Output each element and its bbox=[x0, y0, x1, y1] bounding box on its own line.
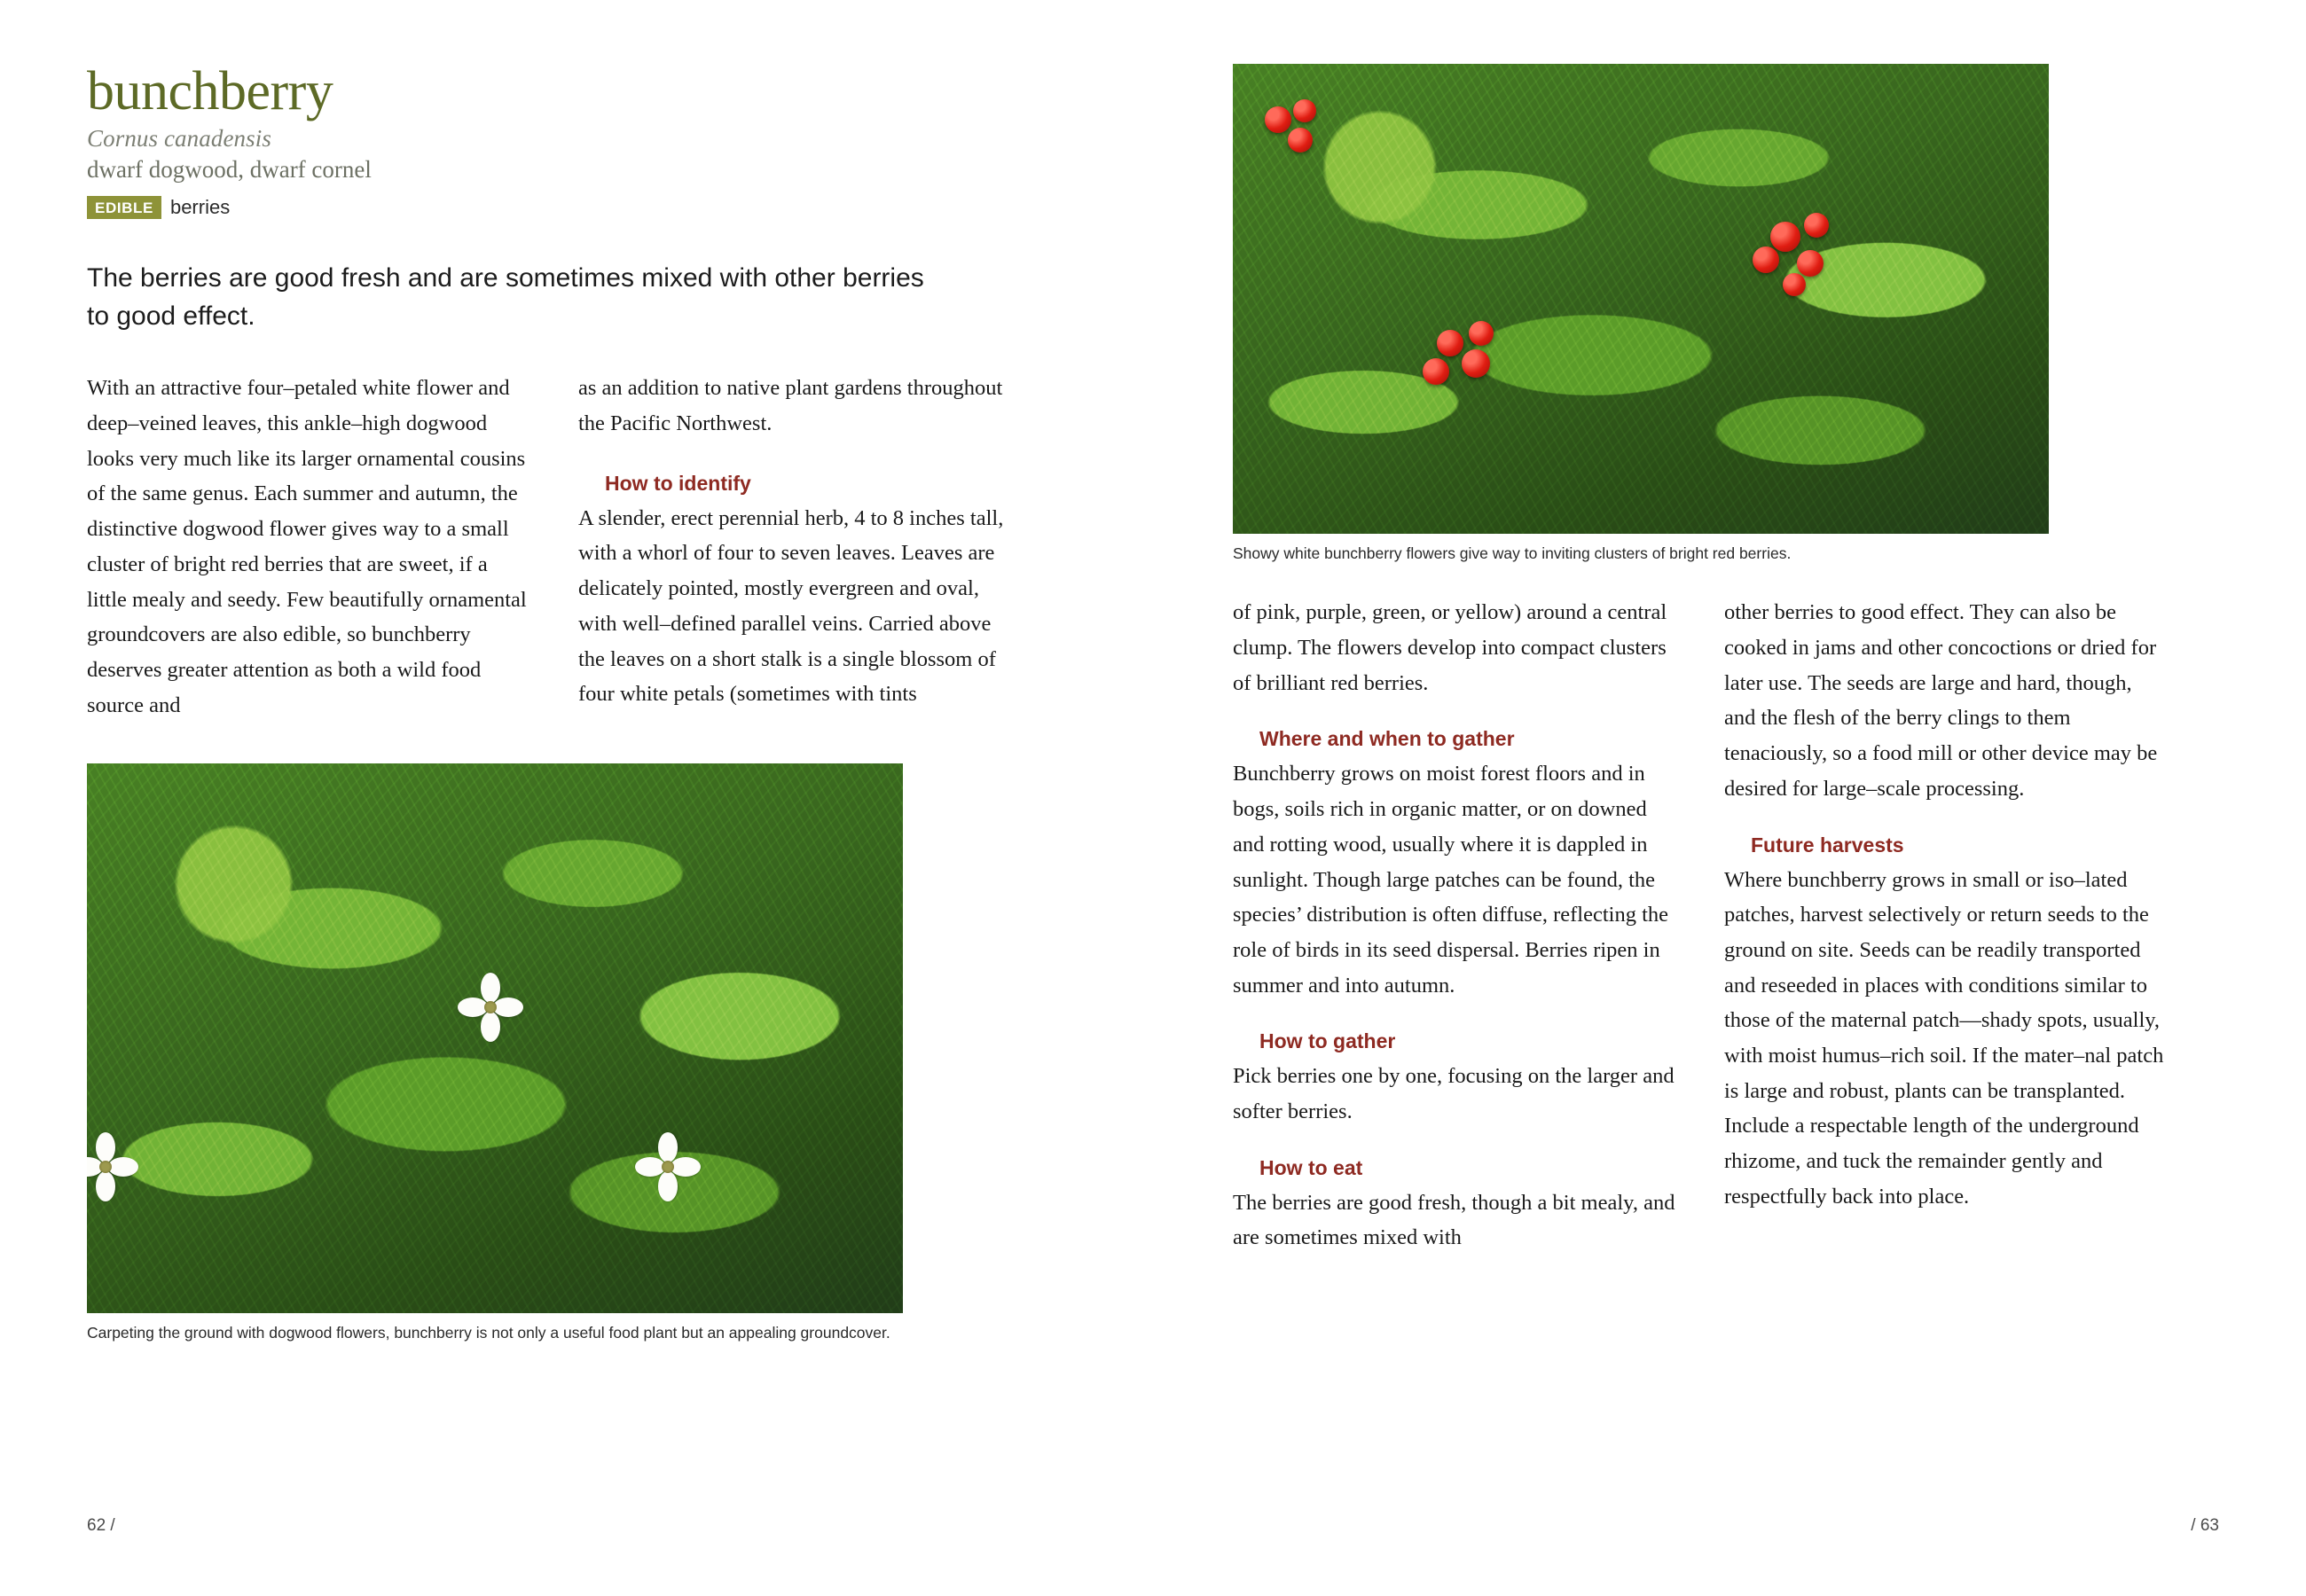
red-berry bbox=[1423, 358, 1449, 385]
heading-how-to-gather: How to gather bbox=[1259, 1029, 1396, 1053]
column-3 bbox=[1233, 595, 1676, 1256]
folio-right: / 63 bbox=[2191, 1516, 2219, 1535]
right-columns bbox=[1233, 595, 2219, 1256]
common-names: dwarf dogwood, dwarf cornel bbox=[87, 156, 372, 184]
folio-left: 62 / bbox=[87, 1516, 115, 1535]
intro-paragraph-part1: With an attractive four–petaled white flower and deep–veined leaves, this ankle–high dogwood looks very much like its larger ornamental cousins of the same genus. Each summer and autumn, the distinctive dogwood flower gives way to a small cluster of bright red berries that are sweet, if a little mealy and seedy. Few beautifully ornamental groundcovers are also edible, so bunchberry deserves greater attention as both a wild food source and bbox=[87, 376, 527, 717]
right-page bbox=[1153, 0, 2306, 1596]
edible-note: berries bbox=[169, 196, 231, 219]
latin-name: Cornus canadensis bbox=[87, 125, 271, 153]
figure-berries bbox=[1233, 64, 2219, 565]
red-berry bbox=[1783, 273, 1806, 296]
how-to-identify-text: A slender, erect perennial herb, 4 to 8 inches tall, with a whorl of four to seven leaves. Leaves are delicately pointed, mostly evergreen and oval, with well–defined parallel veins. Carried above the leaves on a short stalk is a single blossom of four white petals (sometimes with tints bbox=[578, 505, 1004, 707]
how-to-gather-text: Pick berries one by one, focusing on the larger and softer berries. bbox=[1233, 1064, 1675, 1123]
red-berry bbox=[1753, 246, 1779, 273]
column-1 bbox=[87, 371, 530, 723]
figure-right-caption: Showy white bunchberry flowers give way to inviting clusters of bright red berries. bbox=[1233, 544, 1792, 562]
identify-continuation: of pink, purple, green, or yellow) around a central clump. The flowers develop into compact clusters of brilliant red berries. bbox=[1233, 600, 1667, 695]
intro-paragraph-part2: as an addition to native plant gardens throughout the Pacific Northwest. bbox=[578, 376, 1003, 436]
photo-bunchberry-berries bbox=[1233, 64, 2049, 534]
where-and-when-text: Bunchberry grows on moist forest floors and in bogs, soils rich in organic matter, or on downed and rotting wood, usually where it is dappled in sunlight. Though large patches can be found, the species’ distribution is often diffuse, reflecting the role of birds in its seed dispersal. Berries ripen in summer and into autumn. bbox=[1233, 762, 1669, 998]
figure-groundcover bbox=[87, 763, 1073, 1344]
red-berry bbox=[1804, 213, 1829, 238]
red-berry bbox=[1437, 330, 1463, 356]
white-flower-icon bbox=[637, 1136, 699, 1198]
how-to-eat-text: The berries are good fresh, though a bit mealy, and are sometimes mixed with bbox=[1233, 1190, 1675, 1250]
page-title: bunchberry bbox=[87, 61, 333, 121]
lede-paragraph: The berries are good fresh and are sometimes mixed with other berries to good effect. bbox=[87, 263, 924, 331]
red-berry bbox=[1770, 222, 1800, 252]
red-berry bbox=[1265, 106, 1291, 133]
future-harvests-text: Where bunchberry grows in small or iso–lated patches, harvest selectively or return seeds to the ground on site. Seeds can be readily transported and reseeded in places with conditions similar to those of the maternal patch—shady spots, usually, with moist humus–rich soil. If the mater–nal patch is large and robust, plants can be transplanted. Include a respectable length of the underground rhizome, and tuck the remainder gently and respectfully back into place. bbox=[1724, 867, 2164, 1209]
heading-future-harvests: Future harvests bbox=[1751, 833, 1904, 857]
white-flower-icon bbox=[87, 1136, 137, 1198]
left-columns bbox=[87, 371, 1073, 723]
red-berry bbox=[1469, 321, 1494, 346]
edible-row bbox=[87, 196, 1073, 219]
column-4 bbox=[1724, 595, 2168, 1256]
red-berry bbox=[1797, 250, 1824, 277]
figure-left-caption: Carpeting the ground with dogwood flowers, bunchberry is not only a useful food plant but an appealing groundcover. bbox=[87, 1324, 890, 1342]
column-2 bbox=[578, 371, 1022, 723]
heading-how-to-eat: How to eat bbox=[1259, 1155, 1363, 1179]
red-berry bbox=[1288, 128, 1313, 153]
red-berry bbox=[1462, 349, 1490, 378]
photo-bunchberry-groundcover bbox=[87, 763, 903, 1313]
red-berry bbox=[1293, 99, 1316, 122]
status-badge: EDIBLE bbox=[87, 196, 161, 219]
leaf-texture bbox=[1233, 64, 2049, 534]
heading-where-and-when-to-gather: Where and when to gather bbox=[1259, 727, 1515, 751]
heading-how-to-identify: How to identify bbox=[605, 471, 751, 495]
white-flower-icon bbox=[459, 976, 522, 1038]
how-to-eat-continuation: other berries to good effect. They can also be cooked in jams and other concoctions or dried for later use. The seeds are large and hard, though, and the flesh of the berry clings to them tenaciously, so a food mill or other device may be desired for large–scale processing. bbox=[1724, 600, 2158, 801]
